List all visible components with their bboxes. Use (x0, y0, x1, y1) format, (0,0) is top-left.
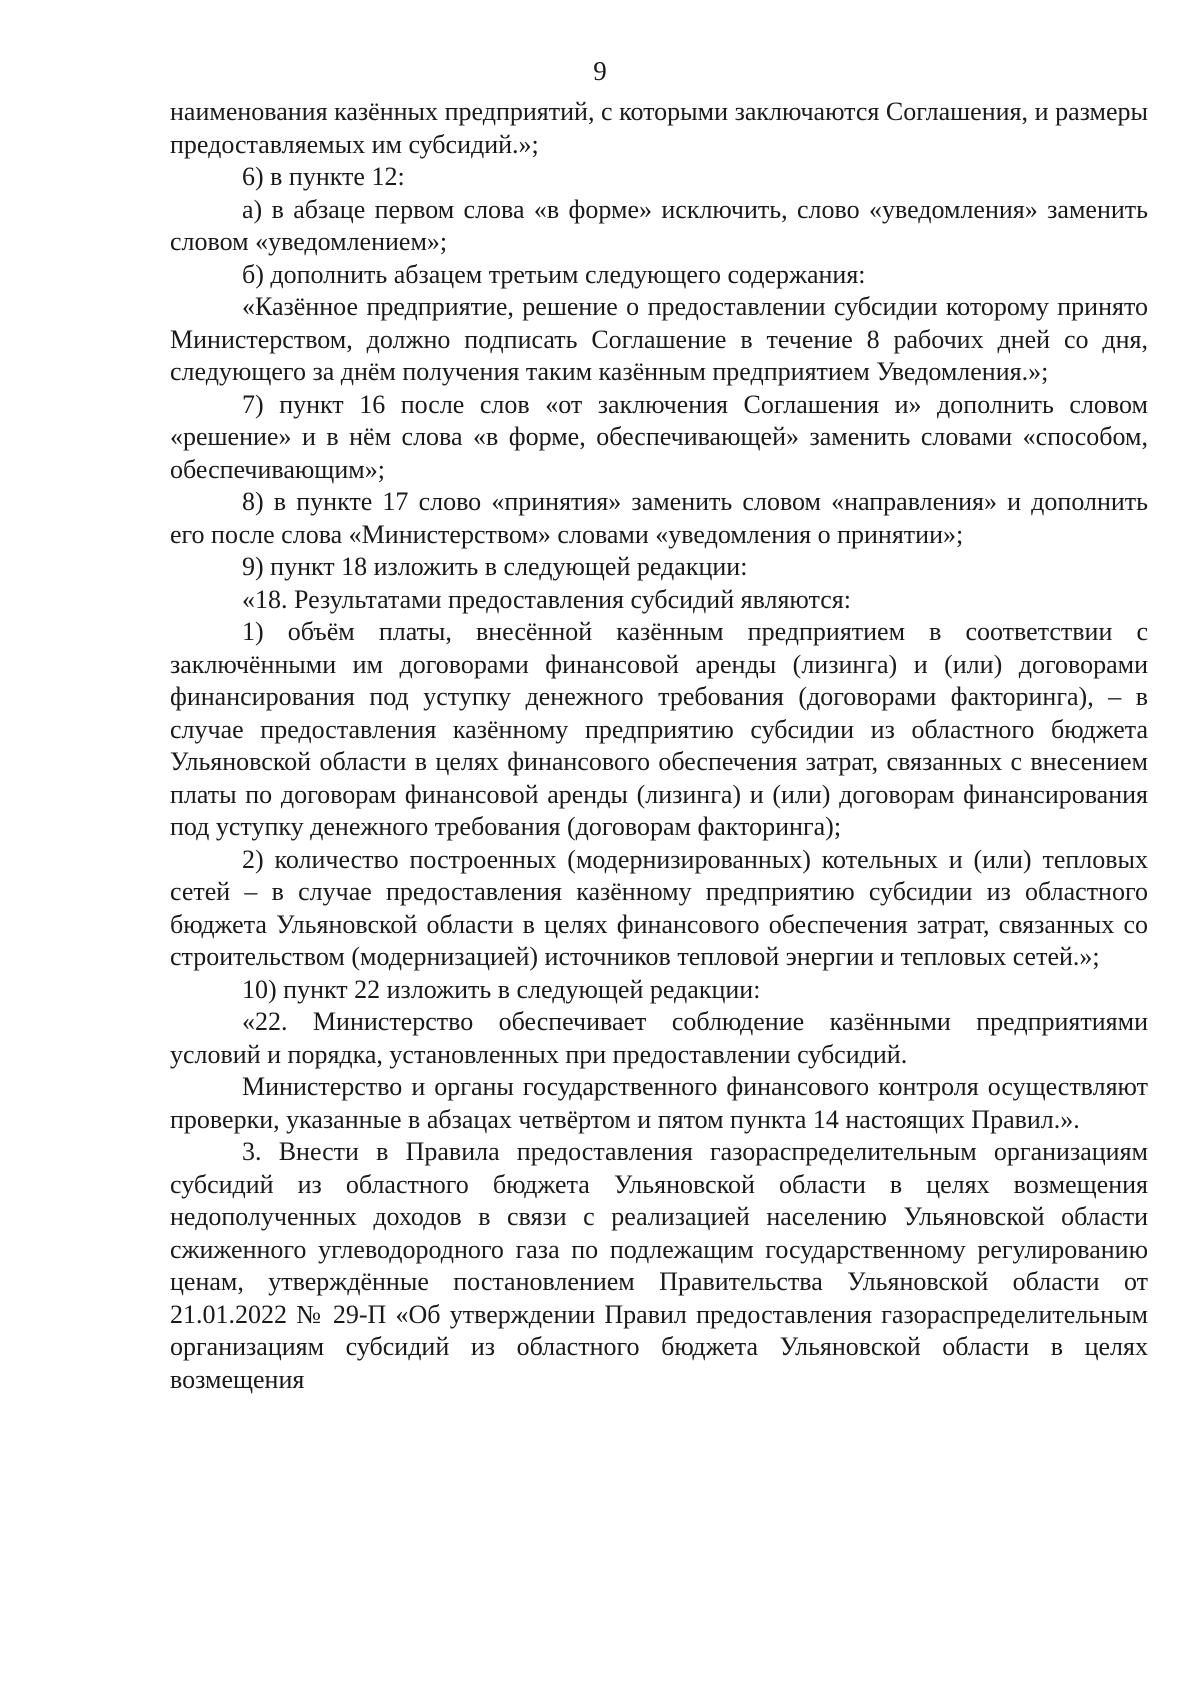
paragraph-item-6: 6) в пункте 12: (242, 162, 405, 191)
page-number: 9 (593, 56, 607, 86)
paragraph-continuation: наименования казённых предприятий, с которыми заключаются Соглашения, и размеры предоставляемых им субсидий.»; (170, 97, 1148, 159)
document-body (170, 96, 1148, 1396)
paragraph-item-10: 10) пункт 22 изложить в следующей редакции: (242, 974, 761, 1004)
paragraph-quote-kazennoe: «Казённое предприятие, решение о предоставлении субсидии которому принято Министерством, должно подписать Соглашение в течение 8 рабочих дней со дня, следующего за днём получения таким казённым предприятием Уведомления.»; (170, 292, 1148, 386)
paragraph-item-6a: а) в абзаце первом слова «в форме» исключить, слово «уведомления» заменить словом «уведомлением»; (170, 194, 1148, 256)
paragraph-item-9: 9) пункт 18 изложить в следующей редакции: (242, 552, 748, 581)
paragraph-item-6b: б) дополнить абзацем третьим следующего содержания: (242, 259, 866, 289)
paragraph-quote-22: «22. Министерство обеспечивает соблюдение казёнными предприятиями условий и порядка, установленных при предоставлении субсидий. (170, 1007, 1148, 1069)
paragraph-result-1: 1) объём платы, внесённой казённым предприятием в соответствии с заключёнными им договорами финансовой аренды (лизинга) и (или) договорами финансирования под уступку денежного требования (договорами факторинга), – в случае предоставления казённому предприятию субсидии из областного бюджета Ульяновской области в целях финансового обеспечения затрат, связанных с внесением платы по договорам финансовой аренды (лизинга) и (или) договорам финансирования под уступку денежного требования (договорам факторинга); (170, 617, 1148, 841)
paragraph-result-2: 2) количество построенных (модернизированных) котельных и (или) тепловых сетей – в случае предоставления казённому предприятию субсидии из областного бюджета Ульяновской области в целях финансового обеспечения затрат, связанных со строительством (модернизацией) источников тепловой энергии и тепловых сетей.»; (170, 844, 1148, 971)
paragraph-item-3: 3. Внести в Правила предоставления газораспределительным организациям субсидий из областного бюджета Ульяновской области в целях возмещения недополученных доходов в связи с реализацией населению Ульяновской области сжиженного углеводородного газа по подлежащим государственному регулированию ценам, утверждённые постановлением Правительства Ульяновской области от 21.01.2022 № 29-П «Об утверждении Правил предоставления газораспределительным организациям субсидий из областного бюджета Ульяновской области в целях возмещения (170, 1137, 1148, 1394)
paragraph-quote-18: «18. Результатами предоставления субсидий являются: (242, 584, 851, 614)
paragraph-item-8: 8) в пункте 17 слово «принятия» заменить словом «направления» и дополнить его после слова «Министерством» словами «уведомления о принятии»; (170, 487, 1148, 549)
paragraph-ministry-control: Министерство и органы государственного финансового контроля осуществляют проверки, указанные в абзацах четвёртом и пятом пункта 14 настоящих Правил.». (170, 1072, 1148, 1134)
paragraph-item-7: 7) пункт 16 после слов «от заключения Соглашения и» дополнить словом «решение» и в нём слова «в форме, обеспечивающей» заменить словами «способом, обеспечивающим»; (170, 389, 1148, 484)
